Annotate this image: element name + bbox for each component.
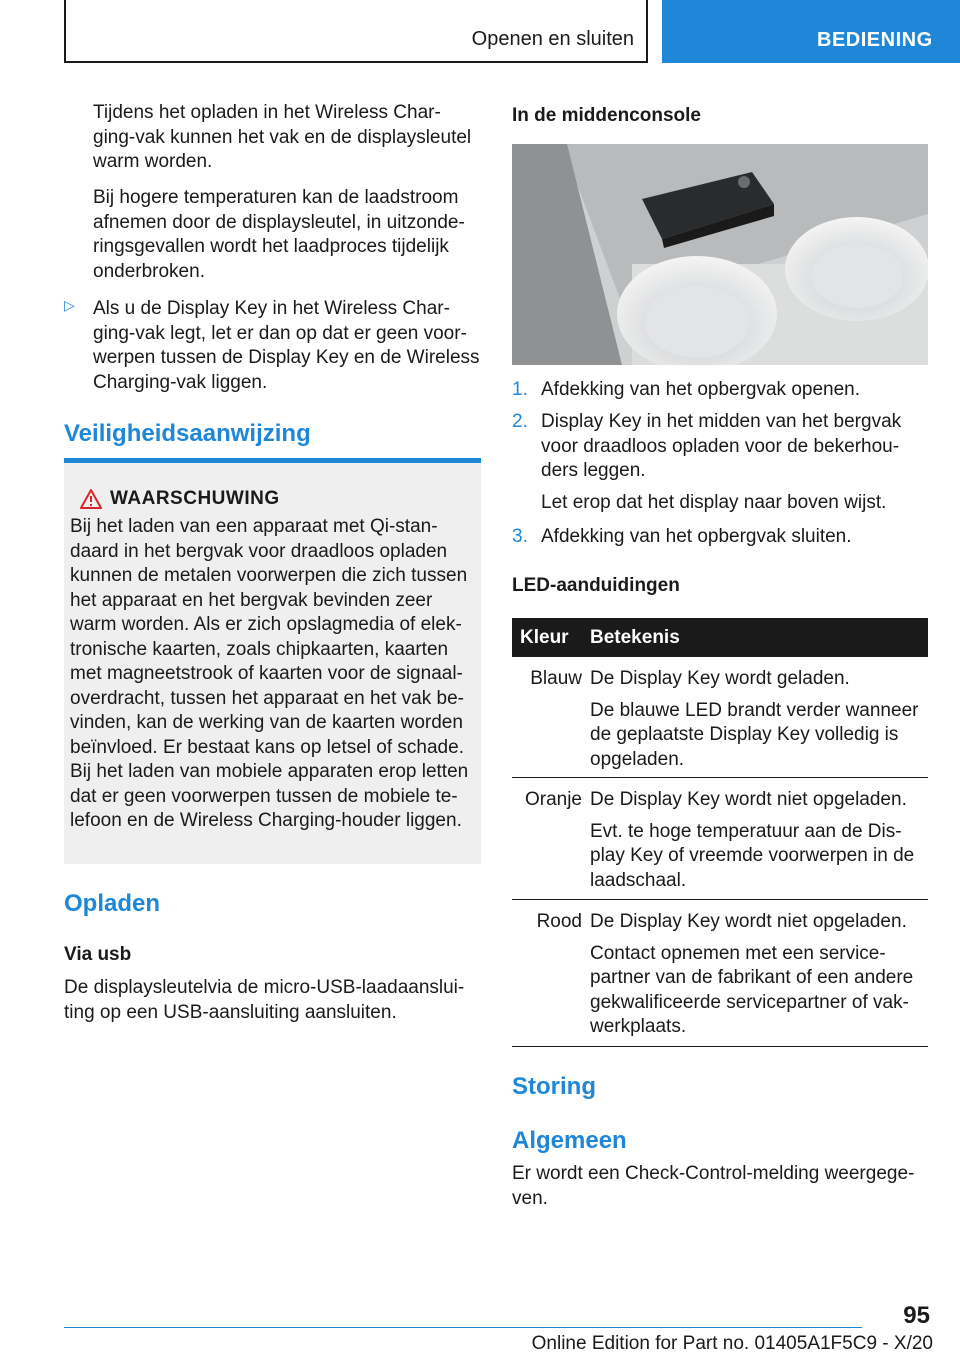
table-cell-line: De blauwe LED brandt verder wanneer de geplaatste Display Key volledig is opgeladen. (590, 699, 919, 770)
console-photo (512, 144, 928, 365)
step-text-1: Afdekking van het opbergvak openen. (541, 379, 861, 400)
heading-general: Algemeen (512, 1127, 627, 1154)
heading-charging: Opladen (64, 890, 161, 917)
footer-rule (64, 1327, 862, 1328)
step-note-2: Let erop dat het display naar boven wijst. (541, 492, 887, 513)
table-header-color: Kleur (520, 627, 569, 648)
warning-triangle-icon (80, 489, 102, 514)
table-row (512, 900, 928, 1047)
warning-box (64, 463, 481, 864)
header-chapter-label: BEDIENING (817, 29, 933, 51)
heading-led: LED-aanduidingen (512, 575, 680, 596)
table-cell-line: Contact opnemen met een service-partner van de fabrikant of een andere gekwalificeerde servicepartner of vak-werkplaats. (590, 942, 914, 1037)
heading-usb: Via usb (64, 944, 132, 965)
warning-text: Bij het laden van een apparaat met Qi-stan-daard in het bergvak voor draadloos opladen kunnen de metalen voorwerpen die zich tussen het apparaat en het bergvak bevinden zeer warm worden. Als er zich opslagmedia of elek-tronische kaarten, zoals chipkaarten, kaarten met magneetstrook of kaarten voor de signaal-overdracht, tussen het apparaat en het vak be-vinden, kan de werking van de kaarten worden beïnvloed. Er bestaat kans op letsel of schade. Bij het laden van mobiele apparaten erop letten dat er geen voorwerpen tussen de mobiele te-lefoon en de Wireless Charging-houder liggen. (70, 516, 469, 831)
table-cell-meaning (590, 788, 928, 893)
paragraph-charge-current: Bij hogere temperaturen kan de laadstroom afnemen door de displaysleutel, in uitzonde-ringsgevallen wordt het laadproces tijdelijk onderbroken. (93, 187, 465, 282)
led-table (512, 618, 928, 1047)
heading-safety: Veiligheidsaanwijzing (64, 420, 311, 447)
table-cell-line: De Display Key wordt niet opgeladen. (590, 911, 907, 932)
table-cell-color: Blauw (530, 668, 582, 689)
header-section-title: Openen en sluiten (471, 28, 634, 50)
header-chapter-tab[interactable] (662, 0, 960, 63)
table-cell-meaning (590, 910, 928, 1040)
table-cell-line: De Display Key wordt niet opgeladen. (590, 789, 907, 810)
bullet-text: Als u de Display Key in het Wireless Char-ging-vak legt, let er dan op dat er geen voor-werpen tussen de Display Key en de Wireless Charging-vak liggen. (93, 298, 480, 393)
table-cell-line: Evt. te hoge temperatuur aan de Dis-play Key of vreemde voorwerpen in de laadschaal. (590, 820, 915, 891)
table-row (512, 778, 928, 900)
step-number-3: 3. (512, 526, 528, 547)
step-number-2: 2. (512, 411, 528, 432)
table-cell-color: Rood (536, 911, 582, 932)
footer-edition-text: Online Edition for Part no. 01405A1F5C9 - X/20 (531, 1333, 933, 1354)
table-cell-line: De Display Key wordt geladen. (590, 668, 850, 689)
table-row (512, 657, 928, 778)
step-text-3: Afdekking van het opbergvak sluiten. (541, 526, 852, 547)
table-cell-meaning (590, 667, 928, 772)
page-number: 95 (903, 1302, 930, 1329)
usb-text: De displaysleutelvia de micro-USB-laadaanslui-ting op een USB-aansluiting aansluiten. (64, 977, 465, 1023)
step-text-2: Display Key in het midden van het bergvak voor draadloos opladen voor de bekerhou-ders leggen. (541, 411, 902, 481)
paragraph-heat-warning: Tijdens het opladen in het Wireless Char-ging-vak kunnen het vak en de displaysleutel warm worden. (93, 102, 472, 172)
table-header-meaning: Betekenis (590, 627, 680, 648)
table-header-row (512, 618, 928, 657)
heading-console: In de middenconsole (512, 105, 701, 126)
heading-fault: Storing (512, 1073, 596, 1100)
bullet-triangle-icon: ▷ (64, 297, 75, 313)
warning-title: WAARSCHUWING (110, 488, 280, 509)
table-cell-color: Oranje (524, 789, 582, 810)
general-text: Er wordt een Check-Control-melding weergege-ven. (512, 1163, 915, 1209)
step-number-1: 1. (512, 379, 528, 400)
